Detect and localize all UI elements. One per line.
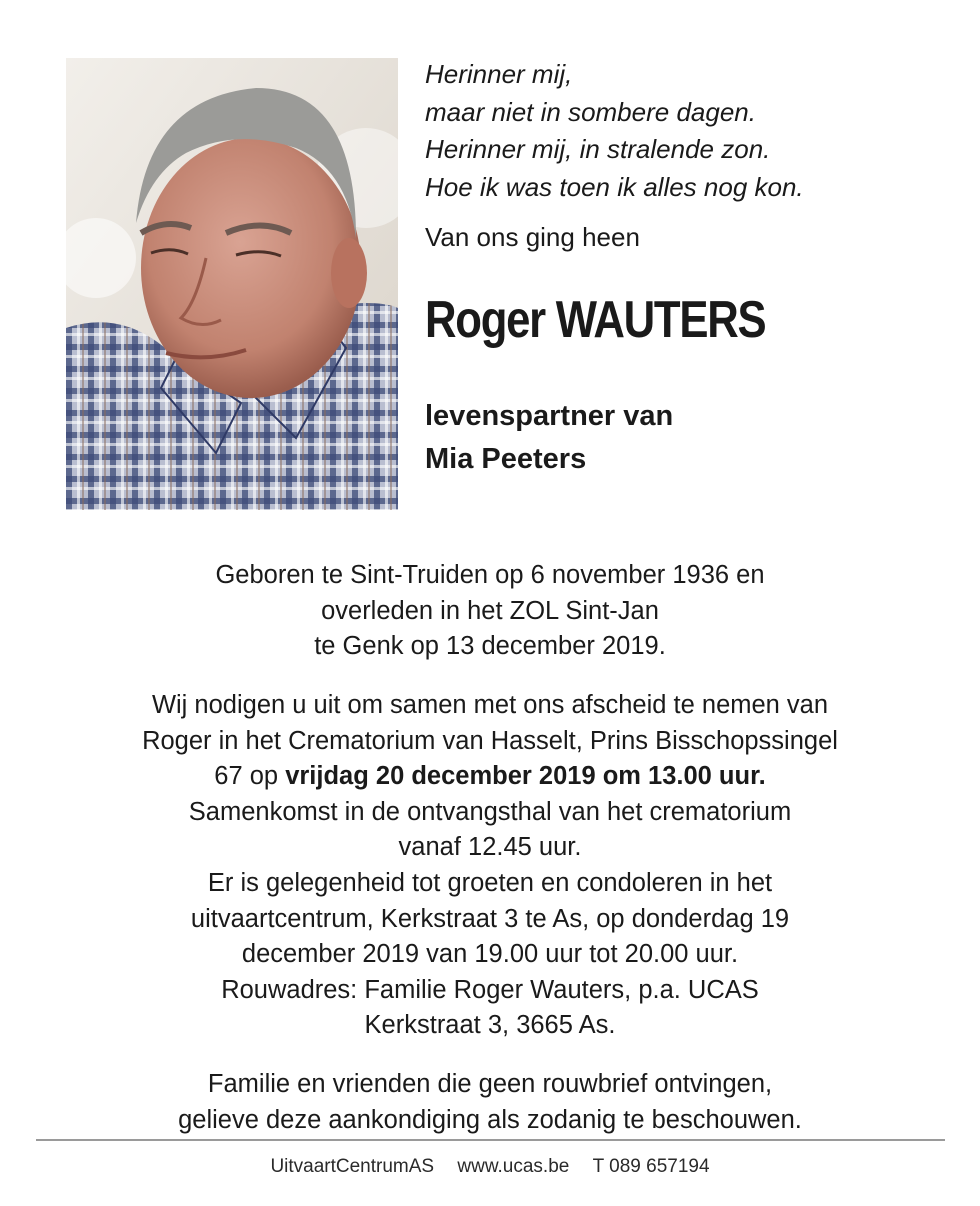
ceremony-date: vrijdag 20 december 2019 om 13.00 uur. [285, 762, 766, 791]
footer-company: UitvaartCentrumAS [270, 1156, 435, 1177]
invite-line: Er is gelegenheid tot groeten en condoleren in het [207, 868, 773, 897]
birth-line: te Genk op 13 december 2019. [314, 632, 666, 661]
poem-line: maar niet in sombere dagen. [425, 96, 756, 127]
invite-line: vanaf 12.45 uur. [398, 833, 582, 862]
family-notice [0, 1067, 980, 1138]
poem-line: Herinner mij, in stralende zon. [425, 134, 771, 164]
invite-line-date [0, 759, 980, 795]
funeral-invitation [0, 688, 980, 1044]
birth-line: overleden in het ZOL Sint-Jan [321, 596, 659, 625]
birth-line: Geboren te Sint-Truiden op 6 november 1936 en [215, 561, 765, 589]
family-line: gelieve deze aankondiging als zodanig te beschouwen. [178, 1105, 802, 1134]
invite-line: uitvaartcentrum, Kerkstraat 3 te As, op donderdag 19 [190, 904, 790, 933]
invite-line: Roger in het Crematorium van Hasselt, Prins Bisschopssingel [142, 726, 838, 755]
portrait-photo [66, 58, 398, 510]
footer-phone: T 089 657194 [592, 1156, 710, 1177]
footer-website-link[interactable]: www.ucas.be [457, 1156, 570, 1177]
partner-info [425, 395, 673, 481]
partner-name: Mia Peeters [425, 443, 587, 475]
intro-text: Van ons ging heen [425, 222, 640, 252]
poem [425, 56, 965, 206]
portrait-illustration [66, 58, 398, 510]
invite-line: Rouwadres: Familie Roger Wauters, p.a. UCAS [221, 975, 759, 1004]
partner-line: levenspartner van [425, 400, 674, 432]
invite-line: Kerkstraat 3, 3665 As. [364, 1011, 616, 1040]
footer [0, 1153, 980, 1181]
deceased-name: Roger WAUTERS [425, 291, 766, 349]
poem-line: Hoe ik was toen ik alles nog kon. [425, 171, 804, 202]
invite-date-prefix: 67 op [214, 762, 286, 791]
family-line: Familie en vrienden die geen rouwbrief ontvingen, [207, 1070, 773, 1098]
footer-divider [36, 1139, 945, 1141]
invite-line: Samenkomst in de ontvangsthal van het crematorium [188, 797, 792, 826]
invite-line: december 2019 van 19.00 uur tot 20.00 uur. [241, 940, 739, 969]
poem-line: Herinner mij, [425, 59, 573, 89]
birth-death-details [0, 558, 980, 665]
invite-line: Wij nodigen u uit om samen met ons afscheid te nemen van [151, 691, 829, 719]
